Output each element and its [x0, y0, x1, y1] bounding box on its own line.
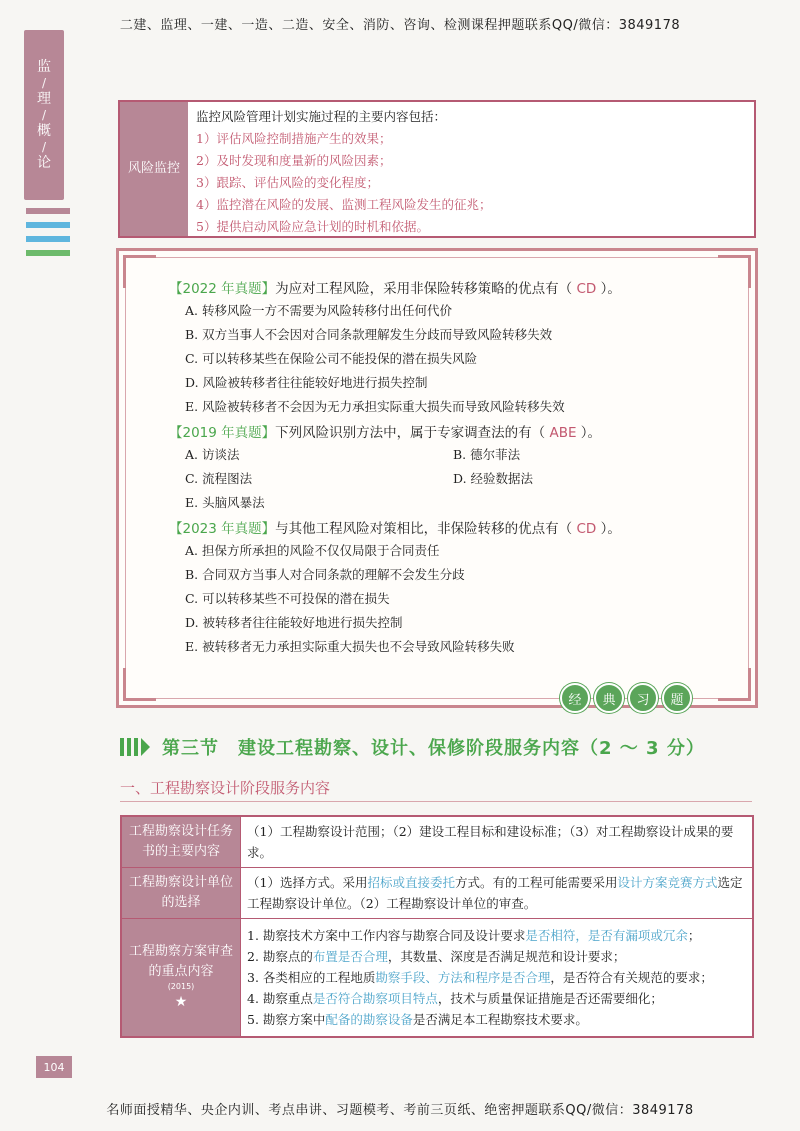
side-tab-char: 概 [37, 123, 51, 139]
risk-monitor-title: 监控风险管理计划实施过程的主要内容包括： [196, 109, 447, 124]
side-tab-chapter [24, 30, 64, 200]
side-stripe [26, 208, 70, 214]
highlight-text: 是否符合勘察项目特点 [312, 990, 438, 1006]
side-tab-char: 论 [37, 155, 51, 171]
risk-monitor-body [188, 102, 754, 236]
risk-monitor-item: 1）评估风险控制措施产生的效果； [196, 131, 392, 146]
text-run: 选定工程勘察设计单位。（2）工程勘察设计单位的审查。 [247, 875, 743, 911]
highlight-text: 勘察手段、方法和程序是否合理 [375, 969, 551, 985]
risk-monitor-item: 3）跟踪、评估风险的变化程度； [196, 175, 379, 190]
side-stripe [26, 236, 70, 242]
highlight-text: 布置是否合理 [312, 948, 388, 964]
question-year-tag: 【2023 年真题】 [169, 521, 276, 537]
text-run: 方式。有的工程可能需要采用 [454, 875, 618, 890]
question-option: D. 经验数据法 [453, 471, 534, 486]
table-row-header [121, 919, 241, 1037]
table-row-header: 工程勘察设计任务书的主要内容 [121, 816, 241, 868]
list-item: 2. 勘察点的布置是否合理，其数量、深度是否满足规范和设计要求； [247, 948, 626, 964]
question-option: C. 流程图法 [185, 471, 253, 486]
risk-monitor-table [118, 100, 756, 238]
text-run: （1）选择方式。采用 [247, 875, 368, 890]
question-year-tag: 【2019 年真题】 [169, 425, 276, 441]
side-stripe [26, 222, 70, 228]
top-banner: 二建、监理、一建、一造、二造、安全、消防、咨询、检测课程押题联系QQ/微信：3849178 [119, 18, 681, 33]
risk-monitor-item: 4）监控潜在风险的发展、监测工程风险发生的征兆； [196, 197, 492, 212]
question-option: E. 被转移者无力承担实际重大损失也不会导致风险转移失败 [185, 639, 515, 654]
section-title: 第三节 建设工程勘察、设计、保修阶段服务内容（2 ～ 3 分） [162, 738, 705, 759]
question-close: ）。 [580, 425, 602, 441]
table-row-body: （1）工程勘察设计范围；（2）建设工程目标和建设标准；（3）对工程勘察设计成果的要求。 [241, 816, 754, 868]
question-option: D. 风险被转移者往往能较好地进行损失控制 [185, 375, 428, 390]
table-row-body [241, 868, 754, 919]
frame-corner-ornament [718, 255, 751, 288]
table-row [121, 816, 753, 868]
question-option: A. 转移风险一方不需要为风险转移付出任何代价 [185, 303, 452, 318]
question-answer: CD [576, 281, 597, 297]
badge-char: 习 [628, 683, 658, 713]
question-answer: ABE [549, 425, 577, 441]
question-text: 与其他工程风险对策相比，非保险转移的优点有（ [275, 521, 573, 537]
section-bars-icon [120, 738, 150, 756]
question-stem [169, 277, 621, 297]
question-option: B. 德尔菲法 [453, 447, 521, 462]
side-stripe [26, 250, 70, 256]
subsection-divider [120, 801, 752, 802]
side-tab-char: 理 [37, 91, 51, 107]
badge-char: 经 [560, 683, 590, 713]
question-close: ）。 [600, 521, 621, 537]
risk-monitor-item: 2）及时发现和度量新的风险因素； [196, 153, 392, 168]
question-option: B. 双方当事人不会因对合同条款理解发生分歧而导致风险转移失效 [185, 327, 553, 342]
highlight-text: 招标或直接委托 [367, 875, 455, 890]
table-row-body [241, 919, 754, 1037]
risk-monitor-header: 风险监控 [120, 102, 188, 236]
highlight-text: 是否相符，是否有漏项或冗余 [525, 927, 688, 943]
side-tab-char: 监 [37, 59, 51, 75]
question-stem [169, 517, 621, 537]
list-item: 4. 勘察重点是否符合勘察项目特点，技术与质量保证措施是否还需要细化； [247, 990, 663, 1006]
exercise-frame [116, 248, 758, 708]
survey-design-table [120, 815, 754, 1038]
question-text: 为应对工程风险，采用非保险转移策略的优点有（ [275, 281, 573, 297]
list-item: 1. 勘察技术方案中工作内容与勘察合同及设计要求是否相符，是否有漏项或冗余； [247, 927, 701, 943]
question-option: C. 可以转移某些不可投保的潜在损失 [185, 591, 390, 606]
question-answer: CD [576, 521, 597, 537]
badge-char: 题 [662, 683, 692, 713]
question-option: E. 风险被转移者不会因为无力承担实际重大损失而导致风险转移失效 [185, 399, 565, 414]
question-year-tag: 【2022 年真题】 [169, 281, 276, 297]
exam-year-note: (2015) [167, 982, 195, 992]
badge-char: 典 [594, 683, 624, 713]
side-tab-separator: / [41, 76, 47, 90]
question-stem [169, 421, 601, 441]
star-icon: ★ [174, 994, 188, 1011]
question-option: E. 头脑风暴法 [185, 495, 265, 510]
table-row-header: 工程勘察设计单位的选择 [121, 868, 241, 919]
question-option: C. 可以转移某些在保险公司不能投保的潜在损失风险 [185, 351, 478, 366]
question-option: A. 担保方所承担的风险不仅仅局限于合同责任 [185, 543, 440, 558]
list-item: 5. 勘察方案中配备的勘察设备是否满足本工程勘察技术要求。 [247, 1011, 588, 1027]
highlight-text: 设计方案竞赛方式 [617, 875, 718, 890]
side-tab-separator: / [41, 140, 47, 154]
table-row [121, 919, 753, 1037]
table-row [121, 868, 753, 919]
page-number: 104 [36, 1056, 72, 1078]
highlight-text: 配备的勘察设备 [325, 1011, 413, 1027]
frame-corner-ornament [718, 668, 751, 701]
side-tab-separator: / [41, 108, 47, 122]
question-close: ）。 [600, 281, 621, 297]
bottom-banner: 名师面授精华、央企内训、考点串讲、习题模考、考前三页纸、绝密押题联系QQ/微信：3849178 [106, 1103, 694, 1118]
list-item: 3. 各类相应的工程地质勘察手段、方法和程序是否合理，是否符合有关规范的要求； [247, 969, 713, 985]
frame-corner-ornament [123, 255, 156, 288]
question-text: 下列风险识别方法中，属于专家调查法的有（ [275, 425, 546, 441]
subsection-title: 一、工程勘察设计阶段服务内容 [120, 779, 331, 797]
question-option: B. 合同双方当事人对合同条款的理解不会发生分歧 [185, 567, 465, 582]
question-option: D. 被转移者往往能较好地进行损失控制 [185, 615, 403, 630]
question-option: A. 访谈法 [185, 447, 240, 462]
risk-monitor-item: 5）提供启动风险应急计划的时机和依据。 [196, 219, 429, 234]
table-row-header-text: 工程勘察方案审查的重点内容 [128, 944, 233, 980]
classic-exercises-badge [560, 683, 692, 713]
frame-corner-ornament [123, 668, 156, 701]
